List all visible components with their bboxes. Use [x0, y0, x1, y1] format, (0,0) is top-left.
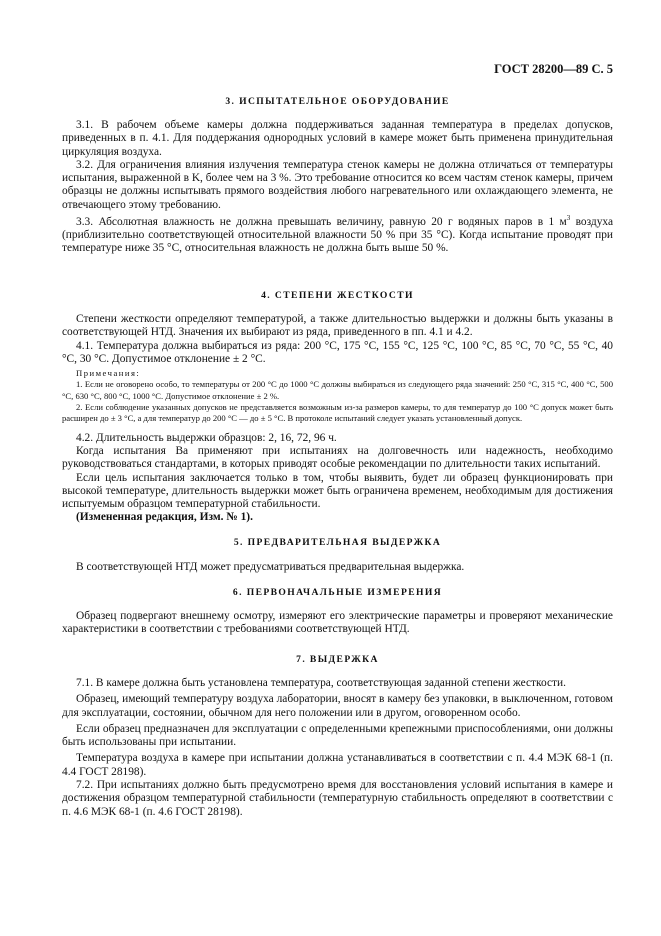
para-7-3: Если образец предназначен для эксплуатации с определенными крепежными приспособлениями, они должны быть использованы при испытании.	[62, 722, 613, 749]
section-3-body	[62, 119, 613, 256]
para-7-2: Образец, имеющий температуру воздуха лаборатории, вносят в камеру без упаковки, в выключенном, готовом для эксплуатации, состоянии, обычном для него положении или в другом, оговоренном особо.	[62, 693, 613, 719]
note-1: 1. Если не оговорено особо, то температуры от 200 °С до 1000 °С должны выбираться из следующего ряда значений: 250 °С, 315 °С, 400 °С, 500 °С, 630 °С, 800 °С, 1000 °С. Допустимое отклонение ± 2 %.	[62, 379, 613, 401]
section-4-heading: 4. СТЕПЕНИ ЖЕСТКОСТИ	[261, 290, 414, 301]
para-3-3: 3.3. Абсолютная влажность не должна превышать величину, равную 20 г водяных паров в 1 $м^3$ воздуха (приблизительно соответствующей относительной влажности 50 % при 35 °С). Когда испытание проводят при температуре ниже 35 °С, относительная влажность не должна быть выше 50 %.	[62, 214, 614, 255]
para-3-1: 3.1. В рабочем объеме камеры должна поддерживаться заданная температура в пределах допусков, приведенных в п. 4.1. Для поддержания однородных условий в камере может быть применена принудительная циркуляция воздуха.	[62, 119, 613, 158]
para-7-4: Температура воздуха в камере при испытании должна устанавливаться в соответствии с п. 4.4 МЭК 68-1 (п. 4.4 ГОСТ 28198).	[62, 752, 613, 778]
section-7	[62, 654, 613, 665]
para-6: Образец подвергают внешнему осмотру, измеряют его электрические параметры и проверяют механические характеристики в соответствии с требованиями соответствующей НТД.	[62, 610, 613, 636]
para-4-4: Если цель испытания заключается только в том, чтобы выявить, будет ли образец функционировать при высокой температуре, длительность выдержки может быть ограничена временем, необходимым для достижения испытуемым образцом температурной стабильности.	[62, 471, 613, 511]
para-7-1: 7.1. В камере должна быть установлена температура, соответствующая заданной степени жесткости.	[76, 677, 566, 689]
section-5-body	[62, 561, 613, 574]
para-4-1: 4.1. Температура должна выбираться из ряда: 200 °С, 175 °С, 155 °С, 125 °С, 100 °С, 85 °С, 70 °С, 55 °С, 40 °С, 30 °С. Допустимое отклонение ± 2 °С.	[62, 339, 613, 365]
para-7-5: 7.2. При испытаниях должно быть предусмотрено время для восстановления условий испытания в камере и достижения образцом температурной стабильности (температурную стабильность определяют в соответствии с п. 4.6 МЭК 68-1 (п. 4.6 ГОСТ 28198).	[62, 779, 613, 818]
section-6-heading: 6. ПЕРВОНАЧАЛЬНЫЕ ИЗМЕРЕНИЯ	[232, 587, 443, 598]
section-7-body	[62, 677, 613, 819]
amendment-note: (Измененная редакция, Изм. № 1).	[76, 511, 253, 524]
section-4	[62, 290, 613, 301]
section-5-heading: 5. ПРЕДВАРИТЕЛЬНАЯ ВЫДЕРЖКА	[233, 537, 442, 548]
section-3	[62, 96, 613, 107]
section-6	[62, 587, 613, 598]
para-4-3: Когда испытания Ва применяют при испытаниях на долговечность или надежность, необходимо руководствоваться стандартами, в которых приводят особые рекомендации по длительности таких испытаний.	[62, 444, 613, 471]
section-4-body	[62, 313, 613, 525]
para-3-2: 3.2. Для ограничения влияния излучения температура стенок камеры не должна отличаться от температуры испытания, выраженной в K, более чем на 3 %. Это требование относится ко всем частям стенок камеры, причем образцы не должны испытывать прямого воздействия любого нагревательного или охлаждающего элемента, не отвечающего этому требованию.	[62, 158, 613, 211]
para-4-2: 4.2. Длительность выдержки образцов: 2, 16, 72, 96 ч.	[76, 431, 337, 444]
para-4-intro: Степени жесткости определяют температурой, а также длительностью выдержки и должны быть указаны в соответствующей НТД. Значения их выбирают из ряда, приведенного в пп. 4.1 и 4.2.	[62, 313, 613, 339]
section-3-heading: 3. ИСПЫТАТЕЛЬНОЕ ОБОРУДОВАНИЕ	[225, 96, 450, 107]
para-5: В соответствующей НТД может предусматриваться предварительная выдержка.	[76, 561, 465, 573]
page-header: ГОСТ 28200—89 С. 5	[494, 62, 613, 76]
note-2: 2. Если соблюдение указанных допусков не представляется возможным из-за размеров камеры, то для температур до 100 °С допуск может быть расширен до ± 3 °С, а для температур до 200 °С — до ± 5 °С. В протоколе испытаний следует указать установленный допуск.	[62, 402, 613, 424]
section-6-body	[62, 610, 613, 637]
notes-label: Примечания:	[76, 368, 141, 379]
section-7-heading: 7. ВЫДЕРЖКА	[296, 654, 379, 665]
section-5	[62, 537, 613, 548]
